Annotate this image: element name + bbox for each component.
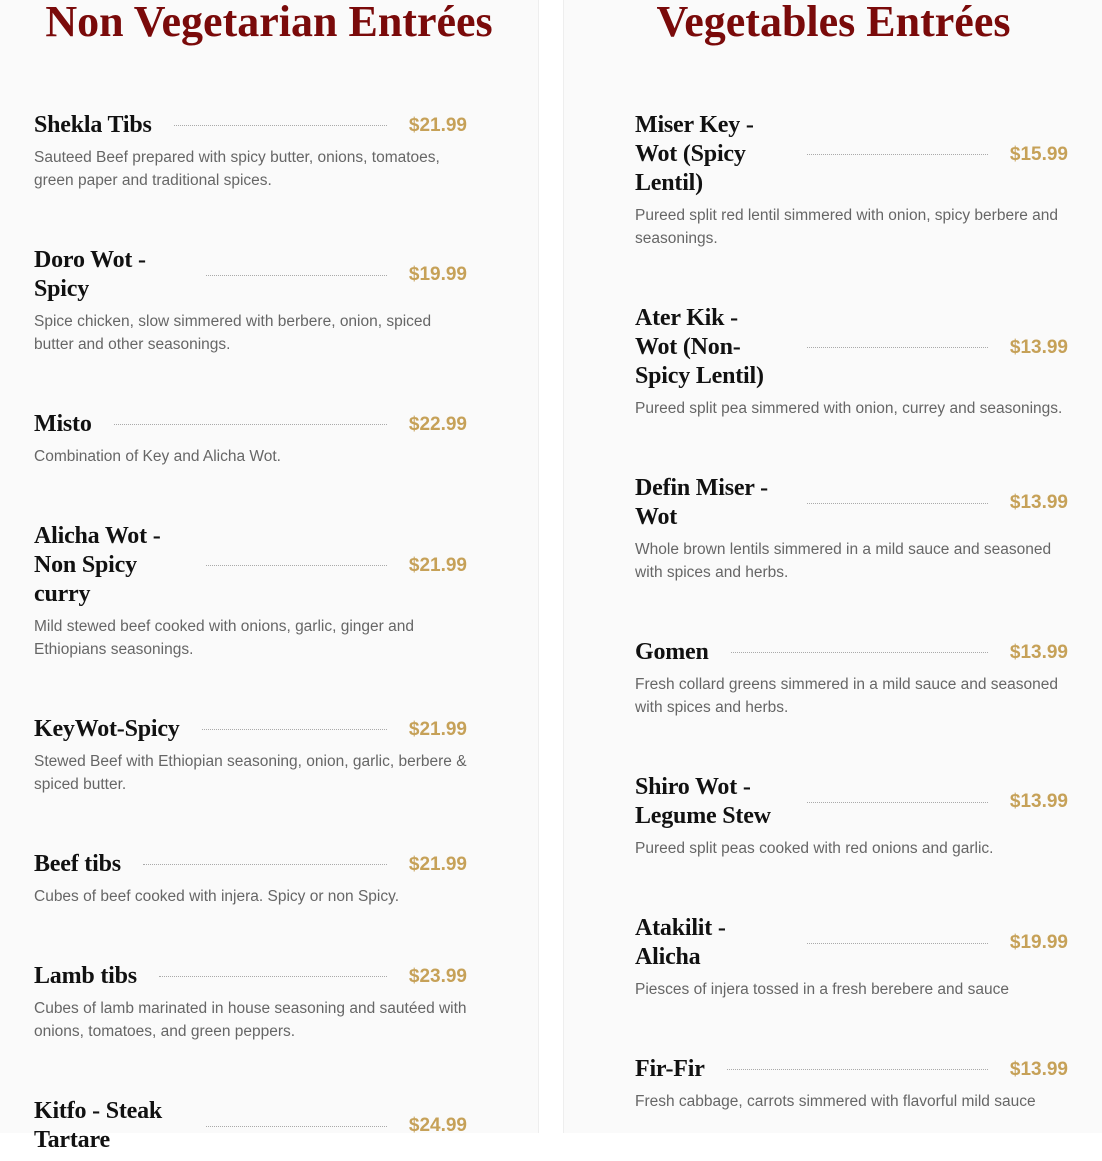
menu-item-header xyxy=(635,914,1068,972)
menu-item-name: Shiro Wot - Legume Stew xyxy=(635,774,771,829)
menu-item-price: $13.99 xyxy=(1009,791,1068,812)
menu-item-header xyxy=(635,474,1068,532)
menu-item-price: $13.99 xyxy=(1009,492,1068,513)
menu-item-header xyxy=(34,1097,467,1155)
menu-item-description: Pureed split pea simmered with onion, currey and seasonings. xyxy=(635,400,1063,417)
menu-item-price: $24.99 xyxy=(408,1115,467,1136)
menu-item xyxy=(34,715,467,796)
menu-item-name: Ater Kik - Wot (Non-Spicy Lentil) xyxy=(635,305,764,389)
dotted-leader xyxy=(807,802,988,803)
menu-item-header xyxy=(34,715,467,744)
dotted-leader xyxy=(206,1126,387,1127)
menu-item-description: Fresh cabbage, carrots simmered with flavorful mild sauce xyxy=(635,1093,1036,1110)
dotted-leader xyxy=(114,424,387,425)
menu-item-price: $22.99 xyxy=(408,413,467,435)
non-vegetarian-section xyxy=(0,0,539,1153)
menu-item-price: $15.99 xyxy=(1009,143,1068,165)
menu-item-description: Stewed Beef with Ethiopian seasoning, onion, garlic, berbere & spiced butter. xyxy=(34,753,467,793)
menu-item-name: KeyWot-Spicy xyxy=(34,716,180,742)
menu-item-description: Cubes of beef cooked with injera. Spicy or non Spicy. xyxy=(34,888,400,905)
menu-item-header xyxy=(34,962,467,991)
dotted-leader xyxy=(731,652,988,653)
menu-item-price: $13.99 xyxy=(1009,336,1068,358)
menu-item-price: $21.99 xyxy=(408,853,467,875)
menu-item-description: Whole brown lentils simmered in a mild sauce and seasoned with spices and herbs. xyxy=(635,541,1052,581)
menu-item-name: Atakilit - Alicha xyxy=(635,915,726,970)
dotted-leader xyxy=(174,125,387,126)
menu-item xyxy=(34,522,467,661)
menu-item-name: Miser Key - Wot (Spicy Lentil) xyxy=(635,112,754,196)
menu-item-price: $19.99 xyxy=(408,264,467,285)
menu-item-header xyxy=(34,111,467,140)
dotted-leader xyxy=(206,275,387,276)
menu-item xyxy=(34,410,467,468)
menu-item-description: Mild stewed beef cooked with onions, garlic, ginger and Ethiopians seasonings. xyxy=(34,618,414,658)
menu-item-header xyxy=(635,304,1068,391)
menu-item xyxy=(34,850,467,908)
dotted-leader xyxy=(143,864,387,865)
menu-item-header xyxy=(34,522,467,609)
menu-item-name: Shekla Tibs xyxy=(34,112,152,138)
menu-item-header xyxy=(635,1055,1068,1084)
dotted-leader xyxy=(727,1069,988,1070)
menu-item-name: Misto xyxy=(34,411,92,437)
menu-item-price: $13.99 xyxy=(1009,1058,1068,1080)
menu-item-price: $23.99 xyxy=(408,965,467,987)
dotted-leader xyxy=(807,347,988,348)
menu-item-price: $21.99 xyxy=(408,114,467,136)
menu-item xyxy=(635,773,1068,860)
menu-item xyxy=(635,1055,1068,1113)
menu-item-header xyxy=(635,773,1068,831)
menu-item-description: Sauteed Beef prepared with spicy butter, onions, tomatoes, green paper and traditional spices. xyxy=(34,149,440,189)
menu-item-price: $13.99 xyxy=(1009,641,1068,663)
dotted-leader xyxy=(202,729,387,730)
menu-item-description: Spice chicken, slow simmered with berbere, onion, spiced butter and other seasonings. xyxy=(34,313,432,353)
menu-item xyxy=(635,914,1068,1001)
menu-item-name: Alicha Wot - Non Spicy curry xyxy=(34,523,161,607)
menu-item-description: Pureed split peas cooked with red onions and garlic. xyxy=(635,840,994,857)
menu-item-name: Doro Wot - Spicy xyxy=(34,247,146,302)
menu-item-name: Gomen xyxy=(635,639,709,665)
dotted-leader xyxy=(807,943,988,944)
menu-item-price: $21.99 xyxy=(408,554,467,576)
menu-item-header xyxy=(34,246,467,304)
menu-item-description: Cubes of lamb marinated in house seasoning and sautéed with onions, tomatoes, and green peppers. xyxy=(34,1000,467,1040)
menu-item-name: Defin Miser - Wot xyxy=(635,475,768,530)
menu-item-name: Lamb tibs xyxy=(34,963,137,989)
menu-item-name: Fir-Fir xyxy=(635,1056,705,1082)
menu-item-description: Pureed split red lentil simmered with onion, spicy berbere and seasonings. xyxy=(635,207,1059,247)
dotted-leader xyxy=(159,976,387,977)
menu-item xyxy=(34,111,467,192)
menu-item-name: Kitfo - Steak Tartare xyxy=(34,1098,163,1153)
menu-item xyxy=(635,304,1068,420)
menu-item xyxy=(34,246,467,356)
menu-item xyxy=(34,1097,467,1161)
menu-item-price: $19.99 xyxy=(1009,932,1068,953)
section-title: Non Vegetarian Entrées xyxy=(45,0,493,46)
dotted-leader xyxy=(807,503,988,504)
vegetables-section xyxy=(563,0,1102,1133)
menu-item-description: Fresh collard greens simmered in a mild sauce and seasoned with spices and herbs. xyxy=(635,676,1059,716)
menu-item-price: $21.99 xyxy=(408,718,467,740)
dotted-leader xyxy=(807,154,988,155)
dotted-leader xyxy=(206,565,387,566)
menu-item xyxy=(635,111,1068,250)
menu-item-header xyxy=(34,410,467,439)
menu-item-description: Combination of Key and Alicha Wot. xyxy=(34,448,281,465)
menu-item-header xyxy=(635,111,1068,198)
menu-item-name: Beef tibs xyxy=(34,851,121,877)
section-title: Vegetables Entrées xyxy=(656,0,1011,46)
menu-item-header xyxy=(635,638,1068,667)
menu-item xyxy=(635,474,1068,584)
menu-item-description: Piesces of injera tossed in a fresh berebere and sauce xyxy=(635,981,1009,998)
menu-item xyxy=(635,638,1068,719)
menu-item xyxy=(34,962,467,1043)
menu-item-header xyxy=(34,850,467,879)
